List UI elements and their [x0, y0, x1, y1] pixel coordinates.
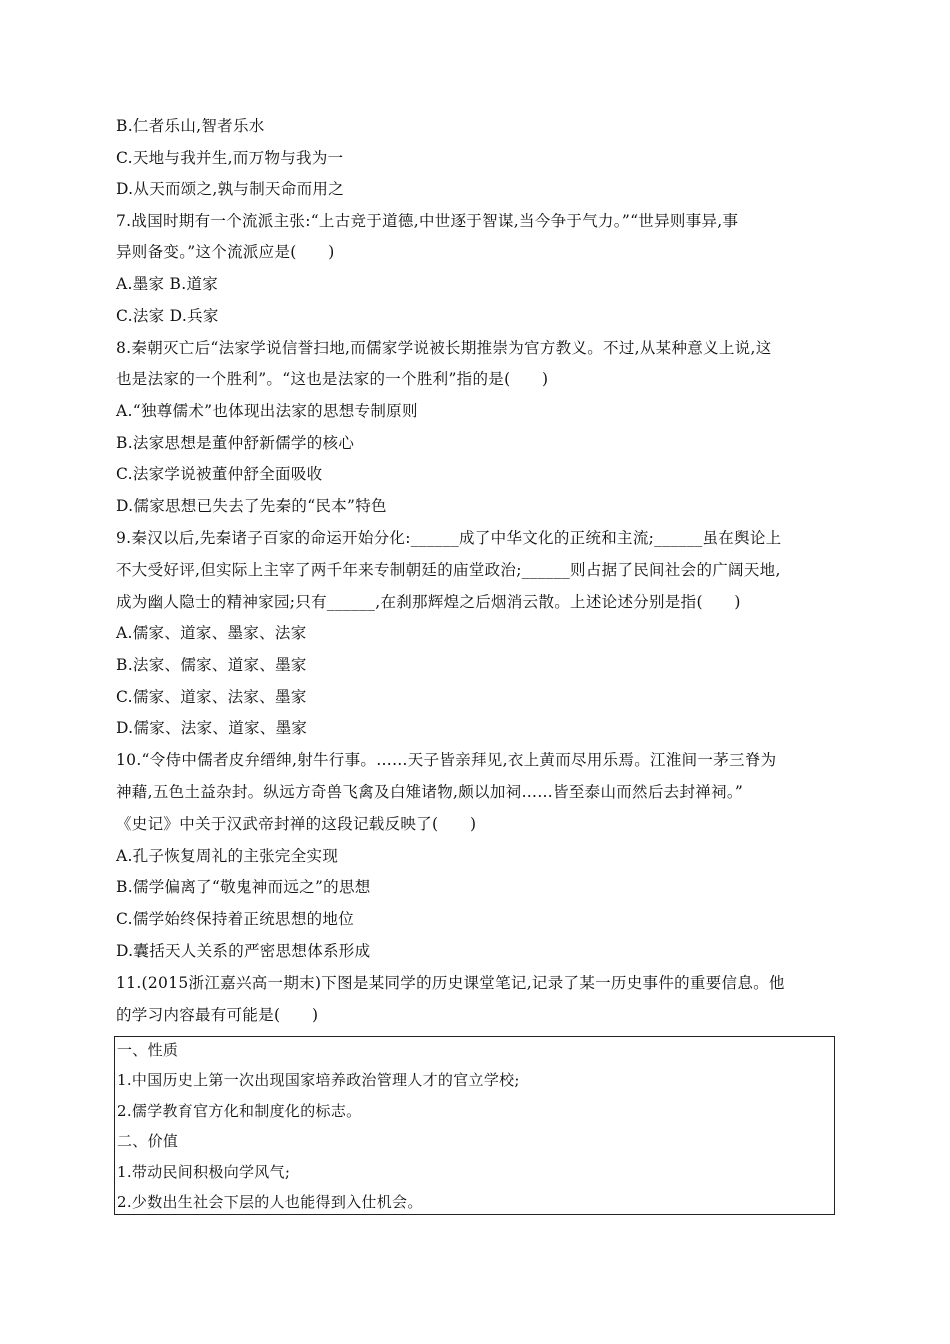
question-9-line-3: 成为幽人隐士的精神家园;只有______,在刹那辉煌之后烟消云散。上述论述分别是指( ): [116, 593, 741, 611]
option-a-q10: A.孔子恢复周礼的主张完全实现: [116, 847, 339, 865]
notes-nature-item-2: 2.儒学教育官方化和制度化的标志。: [117, 1102, 362, 1120]
option-c-q10: C.儒学始终保持着正统思想的地位: [116, 910, 355, 928]
question-10-line-3: 《史记》中关于汉武帝封禅的这段记载反映了( ): [116, 815, 477, 833]
option-b-q8: B.法家思想是董仲舒新儒学的核心: [116, 434, 355, 452]
option-a-q9: A.儒家、道家、墨家、法家: [116, 624, 307, 642]
notes-value-item-2: 2.少数出生社会下层的人也能得到入仕机会。: [117, 1193, 423, 1211]
option-a-q8: A.“独尊儒术”也体现出法家的思想专制原则: [116, 402, 418, 420]
option-d-q9: D.儒家、法家、道家、墨家: [116, 719, 308, 737]
question-11-line-1: 11.(2015浙江嘉兴高一期末)下图是某同学的历史课堂笔记,记录了某一历史事件的重要信息。他: [116, 974, 785, 992]
option-d-q8: D.儒家思想已失去了先秦的“民本”特色: [116, 497, 387, 515]
notes-value-item-1: 1.带动民间积极向学风气;: [117, 1163, 291, 1181]
question-7-line-2: 异则备变。”这个流派应是( ): [116, 243, 335, 261]
question-8-line-1: 8.秦朝灭亡后“法家学说信誉扫地,而儒家学说被长期推崇为官方教义。不过,从某种意义上说,这: [116, 339, 772, 357]
option-c-q8: C.法家学说被董仲舒全面吸收: [116, 465, 323, 483]
option-b-q10: B.儒学偏离了“敬鬼神而远之”的思想: [116, 878, 371, 896]
question-7-line-1: 7.战国时期有一个流派主张:“上古竞于道德,中世逐于智谋,当今争于气力。”“世异则事异,事: [116, 212, 739, 230]
question-11-line-2: 的学习内容最有可能是( ): [116, 1006, 319, 1024]
notes-heading-nature: 一、性质: [117, 1041, 179, 1059]
option-d-q10: D.囊括天人关系的严密思想体系形成: [116, 942, 371, 960]
question-9-line-2: 不大受好评,但实际上主宰了两千年来专制朝廷的庙堂政治;______则占据了民间社会的广阔天地,: [116, 561, 781, 579]
question-9-line-1: 9.秦汉以后,先秦诸子百家的命运开始分化:______成了中华文化的正统和主流;______虽在舆论上: [116, 529, 782, 547]
option-c-q6: C.天地与我并生,而万物与我为一: [116, 149, 344, 167]
notes-heading-value: 二、价值: [117, 1132, 179, 1150]
notes-nature-item-1: 1.中国历史上第一次出现国家培养政治管理人才的官立学校;: [117, 1071, 520, 1089]
class-notes-box: [114, 1036, 835, 1215]
option-d-q6: D.从天而颂之,孰与制天命而用之: [116, 180, 345, 198]
question-8-line-2: 也是法家的一个胜利”。“这也是法家的一个胜利”指的是( ): [116, 370, 549, 388]
option-c-q9: C.儒家、道家、法家、墨家: [116, 688, 307, 706]
question-10-line-2: 神藉,五色土益杂封。纵远方奇兽飞禽及白雉诸物,颇以加祠……皆至泰山而然后去封禅祠。”: [116, 783, 744, 801]
option-b-q9: B.法家、儒家、道家、墨家: [116, 656, 307, 674]
options-cd-q7: C.法家 D.兵家: [116, 307, 219, 325]
option-b-q6: B.仁者乐山,智者乐水: [116, 117, 265, 135]
options-ab-q7: A.墨家 B.道家: [116, 275, 219, 293]
question-10-line-1: 10.“令侍中儒者皮弁缙绅,射牛行事。……天子皆亲拜见,衣上黄而尽用乐焉。江淮间一茅三脊为: [116, 751, 777, 769]
